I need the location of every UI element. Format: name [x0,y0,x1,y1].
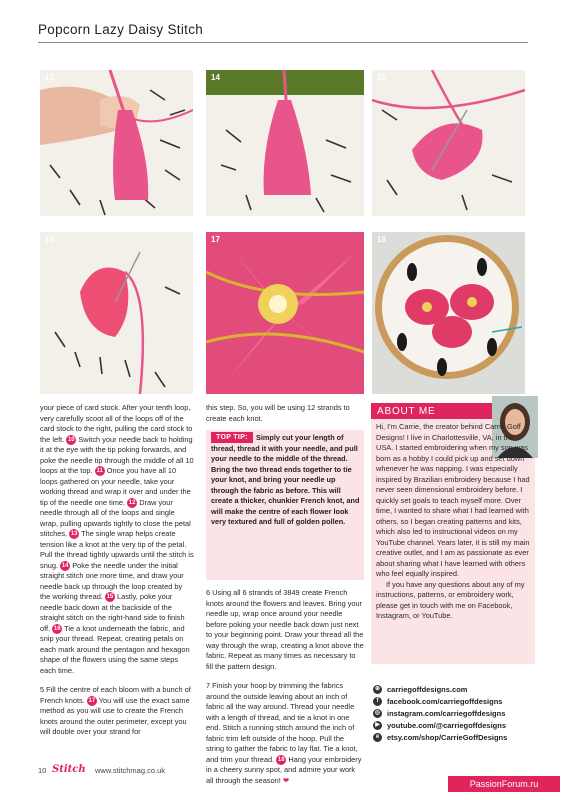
paragraph [376,580,533,622]
photo-number: 16 [45,235,54,244]
top-tip-box [206,430,364,580]
social-link-text: carriegoffdesigns.com [387,685,468,694]
step-photo-14 [206,70,364,216]
watermark: PassionForum.ru [448,776,560,792]
paragraph: 6 Using all 6 strands of 3849 create French knots around the flowers and leaves. Bring your needle up, wrap once around your needle before poking your needle back down just next to your beginning point. Draw your thread all the way through the wrap, creating a knot above the fabric. Repeat as many times as necessary to fill the pattern design. [206,588,364,671]
page-number: 10 [38,766,47,775]
step-marker: 12 [128,499,136,506]
step-photo-16 [40,232,193,394]
instagram-icon: ◎ [374,710,381,716]
step-marker: 10 [67,436,75,443]
step-photo-17 [206,232,364,394]
text: You will use the exact same method as you will use to create the French knots around the outer perimeter, except you will double over your strand for [40,695,190,736]
text: 7 Finish your hoop by trimming the fabrics around the outside leaving about an inch of fabric all the way around. Thread your needle with a length of thread, and tie a knot in one end. Stitch a running stitch around the inch of fabric trim left outside of the hoop. Pull the string to gather the fabric to lay flat. Tie a knot, and trim your thread. [206,681,358,764]
about-me-heading-bar [371,403,494,419]
photo-17-image [206,232,364,394]
step-photo-13 [40,70,193,216]
globe-icon: ⊕ [374,686,381,692]
header-rule [38,42,528,43]
paragraph [206,681,364,786]
photo-number: 13 [45,73,54,82]
text: Tie a knot underneath the fabric, and snip your thread. Repeat, creating petals on each mark around the pentagon and hexagon shape of the flowers using the same steps each time. [40,623,190,675]
text-column-2-bottom [206,588,364,795]
facebook-icon: f [373,697,382,706]
photo-16-image [40,232,193,394]
text: Once you have all 10 loops gathered on your needle, take your working thread and wrap it over and under the tip of the needle one time. [40,466,191,507]
top-tip-text: Simply cut your length of thread, thread it with your needle, and pull your needle to the middle of the thread. Bring the two thread ends together to tie your knot, and bring your needle up through the fabric as before. This will create a thicker, chunkier French knot, and will make the centre of each flower look very textured and full of golden pollen. [211,433,360,526]
magazine-url: www.stitchmag.co.uk [95,766,166,775]
photo-15-image [372,70,525,216]
text: Poke the needle under the initial straight stitch one more time, and draw your needle back up through the loop created by the working thread. [40,560,184,601]
photo-13-image [40,70,193,216]
text: Hi, I’m Carrie, the creator behind Carrie Goff Designs! I live in Charlottesville, VA, in the USA. I started embroidering when my son was born as a hobby I could pick up and set down whenever he was napping. I was especially inspired by Brazilian embroidery because I had never seen dimensional embroidery before. I quickly set goals to teach myself more. Over time, I wanted to share what I had learned with others, so I began creating patterns and kits, which also led to instructional videos on my YouTube channel. Years later, it is still my main creative outlet, and I am as passionate as ever about sharing what I have learned with others who feel equally inspired. [376,422,530,578]
step-marker: 16 [53,625,61,632]
step-marker: 15 [106,594,114,601]
text: your piece of card stock. After your tenth loop, very carefully scoot all of the loops off of the card stock to the right, pulling the card stock to the left. [40,403,193,444]
text: The single wrap helps create tension like a knot at the very tip of the petal. Pull the thread tightly upwards until the stitch is snug. [40,529,194,570]
about-me-text [376,422,533,631]
paragraph [40,685,194,738]
page-header [38,22,203,37]
heart-icon: ❤ [282,775,290,785]
photo-number: 17 [211,235,220,244]
etsy-icon: e [373,733,382,742]
paragraph [40,403,194,676]
social-link-text: instagram.com/carriegoffdesigns [387,709,506,718]
photo-number: 14 [211,73,220,82]
step-marker: 17 [88,697,96,704]
social-link-text: facebook.com/carriegoffdesigns [387,697,503,706]
step-marker: 18 [277,756,285,763]
step-marker: 14 [61,562,69,569]
step-photo-18 [372,232,525,394]
text-column-2-top [206,403,364,433]
step-marker: 13 [70,531,78,538]
photo-18-image [372,232,525,394]
paragraph [376,422,533,580]
about-me-heading: ABOUT ME [377,406,436,417]
social-link-text: etsy.com/shop/CarrieGoffDesigns [387,733,508,742]
text: Switch your needle back to holding it at the eye with the tip poking forwards, and poke the needle tip through the middle of all 10 loops at the top. [40,434,194,475]
text: If you have any questions about any of my instructions, patterns, or embroidery work, please get in touch with me on Facebook, Instagram, or YouTube. [376,579,525,620]
text: Draw your needle through all of the loops and single wrap, pulling upwards tightly to close the petal stitches. [40,497,191,538]
text: Hang your embroidery in a cheery sunny spot, and admire your work all through the season! [206,754,362,785]
photo-14-image [206,70,364,216]
paragraph: this step. So, you will be using 12 strands to create each knot. [206,403,350,423]
page-title: Popcorn Lazy Daisy Stitch [38,22,204,37]
social-link-text: youtube.com/@carriegoffdesigns [387,721,507,730]
youtube-icon: ▶ [373,721,382,730]
top-tip-label: TOP TIP: [211,432,253,443]
photo-number: 18 [377,235,386,244]
magazine-logo: Stitch [52,764,86,775]
text: 5 Fill the centre of each bloom with a bunch of French knots. [40,685,191,705]
step-photo-15 [372,70,525,216]
text: Lastly, poke your needle back down at the backside of the straight stitch on the right-hand side to finish off. [40,592,185,633]
text-column-1 [40,403,194,747]
step-marker: 11 [96,468,103,475]
photo-number: 15 [377,73,386,82]
